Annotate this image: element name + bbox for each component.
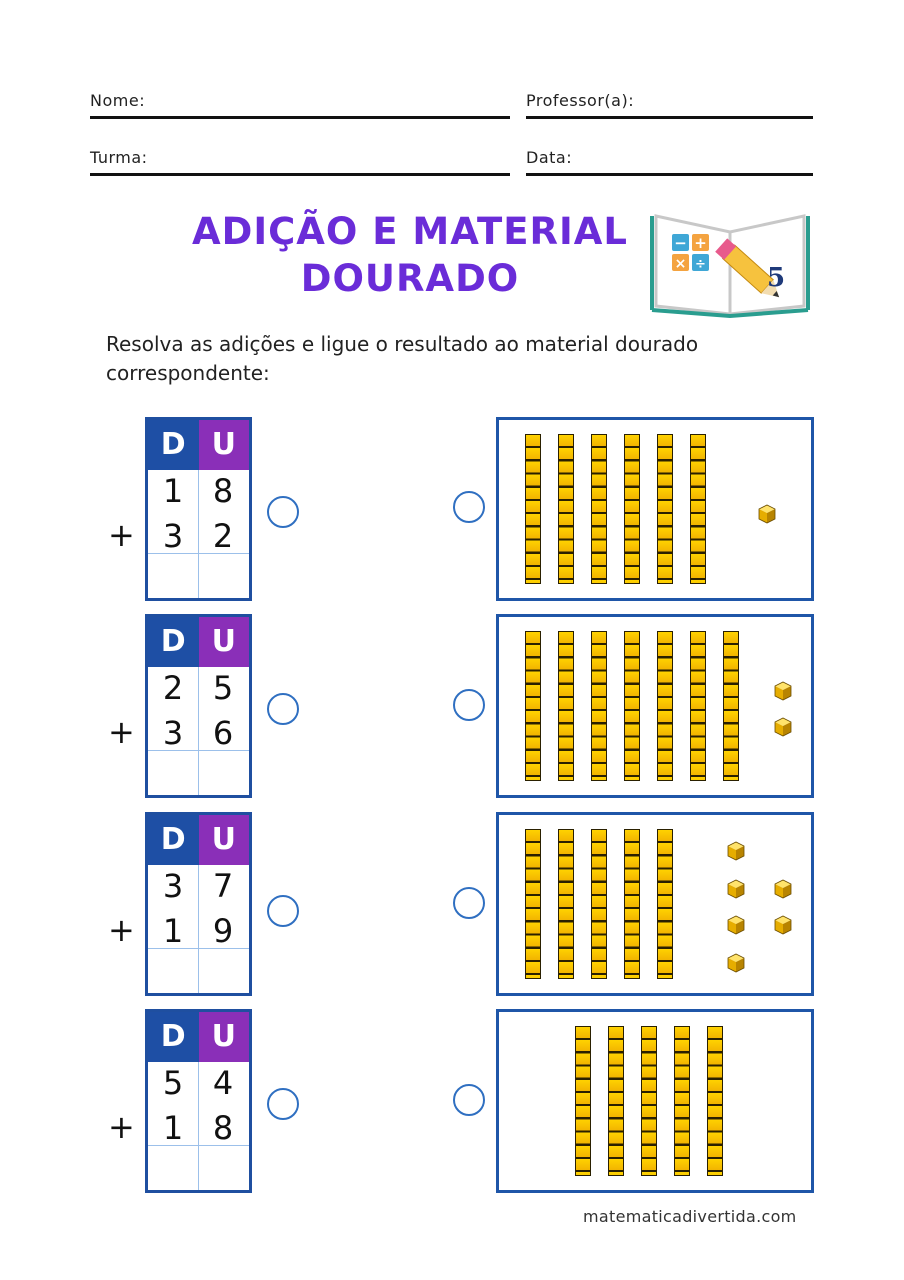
connect-dot-left[interactable] [267, 895, 299, 927]
result-cell[interactable] [148, 1146, 249, 1190]
material-box [496, 614, 814, 798]
ten-rod [525, 434, 541, 584]
unit-cube [724, 839, 748, 863]
nome-field[interactable] [90, 88, 510, 119]
plus-sign: + [108, 911, 135, 949]
addend-2-tens: 1 [162, 912, 184, 950]
ten-rod [575, 1026, 591, 1176]
data-field[interactable] [526, 145, 813, 176]
addend-1-tens: 1 [162, 472, 184, 510]
unit-cube [771, 913, 795, 937]
unit-cube [771, 715, 795, 739]
addition-table [145, 812, 252, 996]
addition-table [145, 417, 252, 601]
addend-1-tens: 2 [162, 669, 184, 707]
result-cell[interactable] [148, 554, 249, 598]
tens-header: D [148, 815, 199, 865]
turma-label: Turma: [90, 148, 148, 167]
addend-1-units: 4 [212, 1064, 234, 1102]
professor-field[interactable] [526, 88, 813, 119]
ten-rod [558, 829, 574, 979]
units-header: U [199, 420, 250, 470]
ten-rod [657, 829, 673, 979]
ten-rod [525, 829, 541, 979]
tens-header: D [148, 1012, 199, 1062]
svg-text:÷: ÷ [695, 257, 706, 272]
connect-dot-left[interactable] [267, 1088, 299, 1120]
ten-rod [558, 631, 574, 781]
svg-text:+: + [694, 234, 707, 252]
logo-number: 5 [767, 263, 786, 293]
ten-rod [591, 829, 607, 979]
units-header: U [199, 1012, 250, 1062]
title-line-2: DOURADO [300, 257, 520, 300]
unit-cube [771, 877, 795, 901]
material-box [496, 812, 814, 996]
svg-text:−: − [674, 234, 687, 252]
addend-1-units: 7 [212, 867, 234, 905]
data-label: Data: [526, 148, 573, 167]
units-header: U [199, 617, 250, 667]
addend-2-tens: 3 [162, 517, 184, 555]
unit-cube [771, 679, 795, 703]
addend-1-units: 8 [212, 472, 234, 510]
title-line-1: ADIÇÃO E MATERIAL [192, 210, 628, 253]
page-title [180, 208, 640, 302]
addend-2-units: 9 [212, 912, 234, 950]
addition-table [145, 614, 252, 798]
connect-dot-left[interactable] [267, 496, 299, 528]
turma-field[interactable] [90, 145, 510, 176]
connect-dot-right[interactable] [453, 887, 485, 919]
ten-rod [608, 1026, 624, 1176]
ten-rod [641, 1026, 657, 1176]
ten-rod [690, 434, 706, 584]
nome-label: Nome: [90, 91, 146, 110]
svg-text:×: × [674, 256, 687, 272]
addend-2-units: 6 [212, 714, 234, 752]
addend-1-tens: 5 [162, 1064, 184, 1102]
ten-rod [558, 434, 574, 584]
ten-rod [591, 631, 607, 781]
ten-rod [624, 631, 640, 781]
connect-dot-left[interactable] [267, 693, 299, 725]
units-header: U [199, 815, 250, 865]
ten-rod [723, 631, 739, 781]
material-box [496, 417, 814, 601]
ten-rod [624, 829, 640, 979]
unit-cube [724, 877, 748, 901]
instruction-text: Resolva as adições e ligue o resultado ao material dourado correspondente: [106, 332, 699, 385]
ten-rod [525, 631, 541, 781]
ten-rod [674, 1026, 690, 1176]
ten-rod [657, 631, 673, 781]
plus-sign: + [108, 713, 135, 751]
ten-rod [591, 434, 607, 584]
addend-2-tens: 3 [162, 714, 184, 752]
result-cell[interactable] [148, 949, 249, 993]
tens-header: D [148, 617, 199, 667]
site-footer: matematicadivertida.com [583, 1207, 797, 1226]
ten-rod [707, 1026, 723, 1176]
result-cell[interactable] [148, 751, 249, 795]
addend-1-tens: 3 [162, 867, 184, 905]
unit-cube [755, 502, 779, 526]
plus-sign: + [108, 1108, 135, 1146]
addend-2-units: 2 [212, 517, 234, 555]
professor-label: Professor(a): [526, 91, 635, 110]
ten-rod [657, 434, 673, 584]
unit-cube [724, 913, 748, 937]
math-notebook-icon [650, 206, 810, 321]
addend-2-units: 8 [212, 1109, 234, 1147]
unit-cube [724, 951, 748, 975]
connect-dot-right[interactable] [453, 491, 485, 523]
addend-1-units: 5 [212, 669, 234, 707]
addend-2-tens: 1 [162, 1109, 184, 1147]
connect-dot-right[interactable] [453, 689, 485, 721]
tens-header: D [148, 420, 199, 470]
connect-dot-right[interactable] [453, 1084, 485, 1116]
material-box [496, 1009, 814, 1193]
plus-sign: + [108, 516, 135, 554]
ten-rod [690, 631, 706, 781]
ten-rod [624, 434, 640, 584]
addition-table [145, 1009, 252, 1193]
